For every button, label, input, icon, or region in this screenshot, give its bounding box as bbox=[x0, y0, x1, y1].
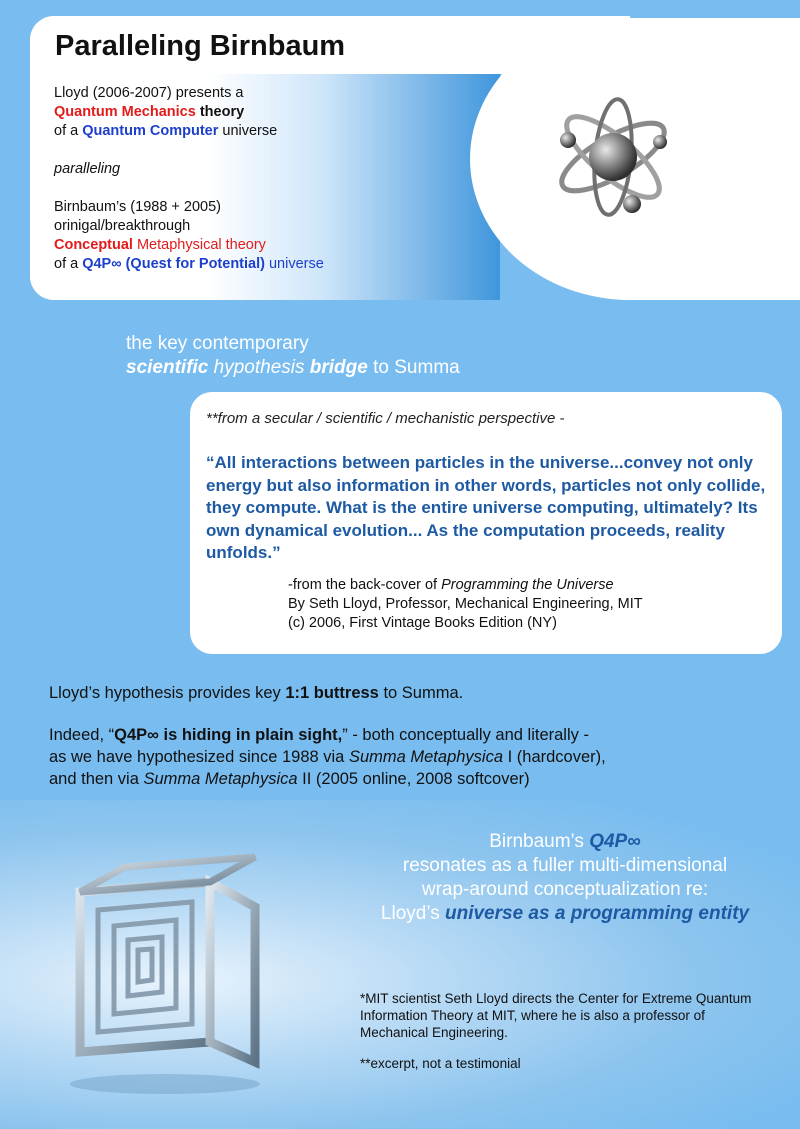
intro-line-1: Lloyd (2006-2007) presents a bbox=[54, 85, 244, 101]
p2-f: II (2005 online, 2008 softcover) bbox=[297, 770, 530, 788]
buttress-label: 1:1 buttress bbox=[285, 684, 379, 702]
footnote-1: *MIT scientist Seth Lloyd directs the Center for Extreme Quantum Information Theory at MIT, where he is also a professor of Mechanical Engineering. bbox=[360, 991, 752, 1040]
resonates-text bbox=[350, 830, 780, 926]
q4p-highlight: Q4P∞ bbox=[589, 831, 641, 852]
bridge-label: bridge bbox=[309, 357, 368, 378]
quote-source bbox=[288, 576, 643, 633]
hypothesis-label: hypothesis bbox=[208, 357, 310, 378]
p1-post: to Summa. bbox=[378, 684, 464, 702]
scientific-label: scientific bbox=[126, 357, 209, 378]
summa-metaphysica-1: Summa Metaphysica bbox=[348, 748, 504, 766]
p2-a: Indeed, “ bbox=[49, 726, 115, 744]
quote-text: “All interactions between particles in the universe...convey not only energy but also information in other words, particles not only collide, they compute. What is the entire universe computing, ultimately? Its own dynamical evolution... As the computation proceeds, reality unfolds.” bbox=[206, 453, 766, 562]
source-prefix: -from the back-cover of bbox=[288, 577, 442, 593]
metaphysical-theory-label: Metaphysical theory bbox=[132, 237, 266, 253]
cube-icon bbox=[60, 852, 270, 1102]
q4p-label: Q4P∞ (Quest for Potential) bbox=[82, 256, 265, 272]
hypothesis-paragraph-2 bbox=[49, 724, 769, 790]
source-line-2: By Seth Lloyd, Professor, Mechanical Engineering, MIT bbox=[288, 596, 643, 612]
intro-line-3 bbox=[54, 122, 454, 141]
intro-line-6 bbox=[54, 236, 454, 255]
of-a-label-2: of a bbox=[54, 256, 83, 272]
universe-label-2: universe bbox=[264, 256, 324, 272]
book-title: Programming the Universe bbox=[441, 577, 614, 593]
resonates-line-4 bbox=[350, 902, 780, 926]
page-title: Paralleling Birnbaum bbox=[55, 30, 346, 62]
footnote-2: **excerpt, not a testimonial bbox=[360, 1056, 521, 1071]
resonates-line-1 bbox=[350, 830, 780, 854]
p2-c: as we have hypothesized since 1988 via bbox=[49, 748, 349, 766]
hiding-in-plain-sight-label: Q4P∞ is hiding in plain sight, bbox=[114, 726, 343, 744]
hypothesis-text bbox=[49, 682, 769, 810]
intro-line-4: Birnbaum’s (1988 + 2005) bbox=[54, 199, 221, 215]
p2-e: and then via bbox=[49, 770, 144, 788]
quantum-computer-label: Quantum Computer bbox=[82, 123, 219, 139]
conceptual-label: Conceptual bbox=[54, 237, 133, 253]
intro-line-7 bbox=[54, 255, 454, 274]
intro-line-2 bbox=[54, 103, 454, 122]
theory-label: theory bbox=[195, 104, 245, 120]
atom-icon bbox=[548, 92, 678, 222]
source-line-3: (c) 2006, First Vintage Books Edition (NY) bbox=[288, 615, 557, 631]
resonates-line-2: resonates as a fuller multi-dimensional bbox=[402, 855, 728, 876]
of-a-label: of a bbox=[54, 123, 83, 139]
lloyds-label: Lloyd’s bbox=[380, 903, 445, 924]
intro-text bbox=[54, 84, 454, 274]
programming-entity-label: universe as a programming entity bbox=[445, 903, 750, 924]
source-line-1 bbox=[288, 576, 643, 595]
footnotes bbox=[360, 990, 760, 1086]
intro-line-5: orinigal/breakthrough bbox=[54, 218, 191, 234]
key-line-2 bbox=[126, 356, 460, 380]
paralleling-label: paralleling bbox=[54, 161, 121, 177]
p2-b: ” - both conceptually and literally - bbox=[342, 726, 589, 744]
quantum-mechanics-label: Quantum Mechanics bbox=[54, 104, 196, 120]
p2-d: I (hardcover), bbox=[503, 748, 606, 766]
summa-metaphysica-2: Summa Metaphysica bbox=[143, 770, 298, 788]
quote-note: **from a secular / scientific / mechanistic perspective - bbox=[206, 410, 565, 427]
hypothesis-paragraph-1 bbox=[49, 682, 769, 704]
key-line-1: the key contemporary bbox=[126, 333, 309, 354]
to-summa-label: to Summa bbox=[367, 357, 460, 378]
universe-label: universe bbox=[218, 123, 278, 139]
resonates-prefix: Birnbaum’s bbox=[489, 831, 590, 852]
resonates-line-3: wrap-around conceptualization re: bbox=[421, 879, 709, 900]
p1-pre: Lloyd’s hypothesis provides key bbox=[49, 684, 286, 702]
key-heading bbox=[126, 332, 460, 380]
